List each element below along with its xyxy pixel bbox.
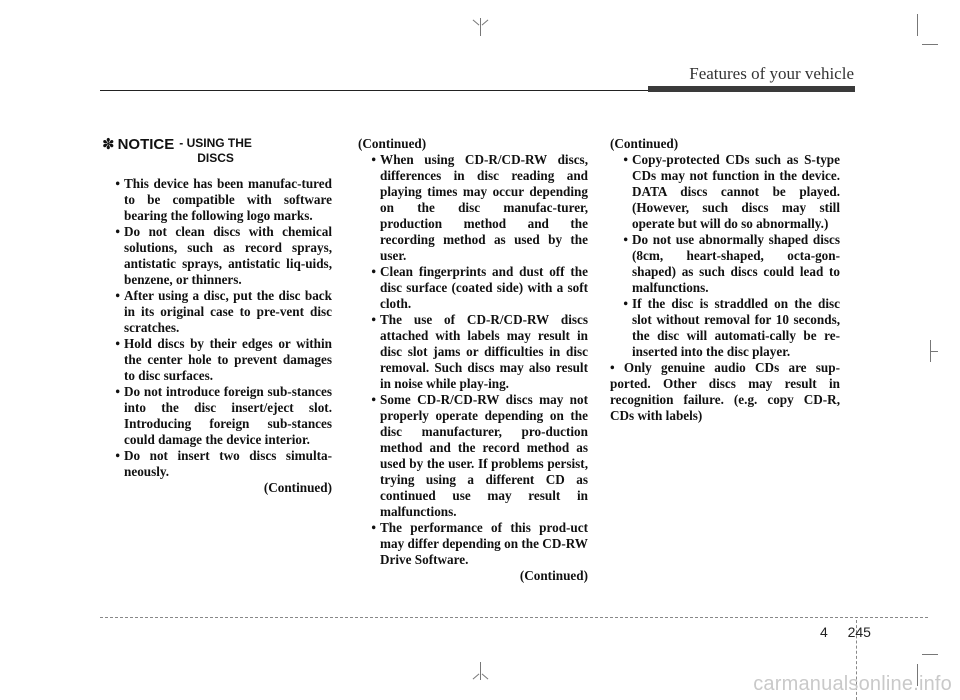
- bullet-icon: •: [115, 384, 120, 399]
- chapter-number: 4: [820, 624, 828, 640]
- notice-word: NOTICE: [117, 136, 175, 153]
- crop-mark-bottom-right-h: [922, 654, 938, 655]
- bullet-icon: •: [623, 152, 628, 167]
- column-1: [102, 136, 332, 496]
- bullet-icon: •: [371, 264, 376, 279]
- crop-mark-right-h: [930, 351, 938, 352]
- bullet-icon: •: [623, 296, 628, 311]
- bullet-icon: •: [371, 312, 376, 327]
- header-rule: [100, 90, 648, 91]
- crop-mark-bottom: [480, 662, 481, 680]
- crop-mark-top-right: [482, 20, 489, 26]
- list-item: • Hold discs by their edges or within the center hole to prevent damages to disc surfaces.: [102, 336, 332, 384]
- bullet-icon: •: [115, 288, 120, 303]
- bullet-icon: •: [371, 152, 376, 167]
- bullet-icon: •: [115, 336, 120, 351]
- header-rule-thick: [648, 86, 855, 92]
- bullet-icon: •: [115, 176, 120, 191]
- notice-list-3: [610, 152, 840, 424]
- notice-star-icon: ✽: [102, 136, 115, 153]
- list-item: • The performance of this prod-uct may differ depending on the CD-RW Drive Software.: [358, 520, 588, 568]
- bullet-icon: •: [610, 360, 624, 375]
- bullet-icon: •: [623, 232, 628, 247]
- page-number: [820, 624, 871, 640]
- list-item: • When using CD-R/CD-RW discs, differences in disc reading and playing times may occur depending on the disc manufac-turer, production method and the recording method as used by the user.: [358, 152, 588, 264]
- continued-label-top: (Continued): [610, 136, 679, 151]
- crop-mark-bottom-left: [473, 674, 480, 680]
- list-item: • Do not introduce foreign sub-stances into the disc insert/eject slot. Introducing foreign sub-stances could damage the device interior.: [102, 384, 332, 448]
- crop-mark-top-right-h: [922, 44, 938, 45]
- list-item: • After using a disc, put the disc back in its original case to pre-vent disc scratches.: [102, 288, 332, 336]
- notice-subtitle: [179, 136, 252, 166]
- list-item: • Do not insert two discs simulta-neously.: [102, 448, 332, 480]
- continued-label: (Continued): [263, 480, 332, 495]
- notice-list-1: [102, 176, 332, 480]
- list-item: • The use of CD-R/CD-RW discs attached with labels may result in disc slot jams or difficulties in disc removal. Such discs may also result in noise while play-ing.: [358, 312, 588, 392]
- bullet-icon: •: [115, 224, 120, 239]
- footer-rule: [100, 617, 928, 618]
- list-item: • Some CD-R/CD-RW discs may not properly operate depending on the disc manufacturer, pro-duction method and the record method as used by the user. If problems persist, trying using a different CD as continued use may result in malfunctions.: [358, 392, 588, 520]
- list-item: • Do not clean discs with chemical solutions, such as record sprays, antistatic sprays, antistatic liq-uids, benzene, or thinners.: [102, 224, 332, 288]
- list-item: • Do not use abnormally shaped discs (8cm, heart-shaped, octa-gon-shaped) as such discs could lead to malfunctions.: [610, 232, 840, 296]
- list-item: • Clean fingerprints and dust off the disc surface (coated side) with a soft cloth.: [358, 264, 588, 312]
- column-3: [610, 136, 840, 424]
- bullet-icon: •: [371, 520, 376, 535]
- notice-title: [102, 136, 332, 166]
- notice-list-2: [358, 152, 588, 568]
- bullet-icon: •: [115, 448, 120, 463]
- column-2: [358, 136, 588, 584]
- list-item: • Only genuine audio CDs are sup-ported. Other discs may result in recognition failure. (e.g. copy CD-R, CDs with labels): [610, 360, 840, 423]
- watermark: carmanualsonline.info: [753, 673, 952, 695]
- bullet-icon: •: [371, 392, 376, 407]
- continued-label-top: (Continued): [358, 136, 427, 151]
- crop-mark-bottom-right: [482, 674, 489, 680]
- list-item: • This device has been manufac-tured to be compatible with software bearing the following logo marks.: [102, 176, 332, 224]
- notice-subtitle-line1: - USING THE: [179, 136, 252, 150]
- crop-mark-top-left: [473, 20, 480, 26]
- list-item: • Copy-protected CDs such as S-type CDs may not function in the device. DATA discs cannot be played. (However, such discs may still operate but will do so abnormally.): [610, 152, 840, 232]
- list-item: • If the disc is straddled on the disc slot without removal for 10 seconds, the disc will automati-cally be re-inserted into the disc player.: [610, 296, 840, 360]
- notice-subtitle-line2: DISCS: [197, 151, 234, 165]
- crop-mark-top-right-v: [917, 14, 918, 36]
- section-title: Features of your vehicle: [689, 64, 854, 83]
- crop-mark-top: [480, 18, 481, 36]
- continued-label: (Continued): [519, 568, 588, 583]
- page-number-value: 245: [847, 624, 871, 640]
